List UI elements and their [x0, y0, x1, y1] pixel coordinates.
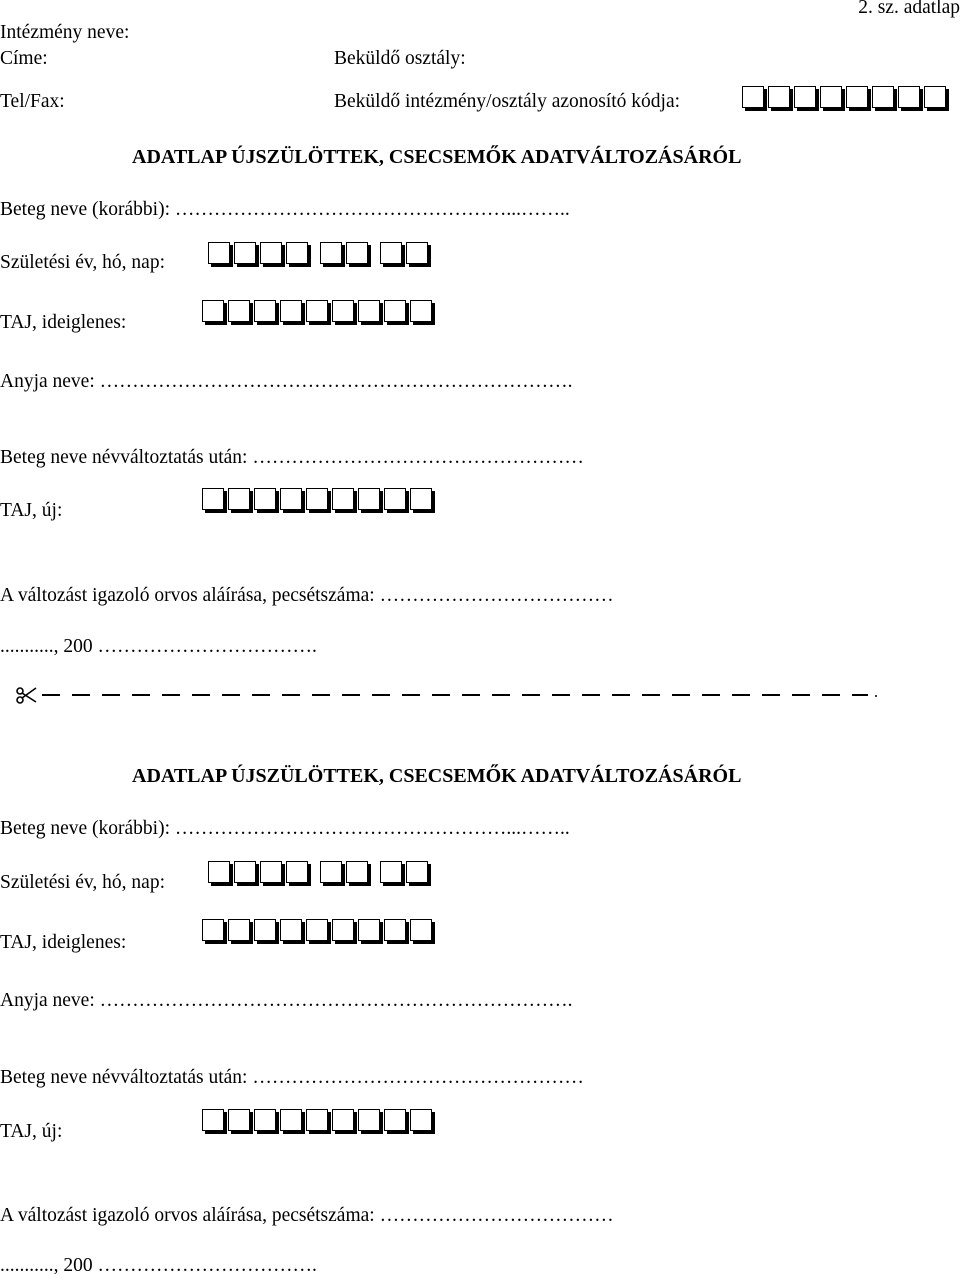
scissors-icon [17, 688, 36, 703]
address-label: Címe: [0, 48, 48, 69]
taj-temp-label: TAJ, ideiglenes: [0, 312, 127, 333]
form-number: 2. sz. adatlap [858, 0, 960, 18]
patient-name-new: Beteg neve névváltoztatás után: …………………………………………… [0, 447, 584, 468]
taj-new-boxes[interactable] [202, 1109, 432, 1131]
telfax-label: Tel/Fax: [0, 91, 65, 112]
date-line: ..........., 200 ……………………………. [0, 636, 317, 657]
signature-line: A változást igazoló orvos aláírása, pecsétszáma: ……………………………… [0, 1205, 614, 1226]
birth-date-boxes[interactable] [208, 242, 428, 264]
birth-date-boxes[interactable] [208, 861, 428, 883]
taj-temp-boxes[interactable] [202, 919, 432, 941]
institution-label: Intézmény neve: [0, 22, 130, 43]
birth-date-label: Születési év, hó, nap: [0, 872, 165, 893]
mother-name: Anyja neve: ………………………………………………………………. [0, 371, 573, 392]
taj-new-label: TAJ, új: [0, 500, 63, 521]
dept-label: Beküldő osztály: [334, 48, 466, 69]
birth-date-label: Születési év, hó, nap: [0, 252, 165, 273]
date-line: ..........., 200 ……………………………. [0, 1255, 317, 1276]
patient-name-prev: Beteg neve (korábbi): ……………………………………………...…….. [0, 818, 570, 839]
mother-name: Anyja neve: ………………………………………………………………. [0, 990, 573, 1011]
patient-name-prev: Beteg neve (korábbi): ……………………………………………...…….. [0, 199, 570, 220]
taj-temp-boxes[interactable] [202, 300, 432, 322]
cut-line [0, 680, 900, 710]
form-title: ADATLAP ÚJSZÜLÖTTEK, CSECSEMŐK ADATVÁLTOZÁSÁRÓL [132, 146, 742, 168]
taj-temp-label: TAJ, ideiglenes: [0, 932, 127, 953]
dept-code-label: Beküldő intézmény/osztály azonosító kódja: [334, 91, 681, 112]
form-title: ADATLAP ÚJSZÜLÖTTEK, CSECSEMŐK ADATVÁLTOZÁSÁRÓL [132, 765, 742, 787]
dept-code-boxes[interactable] [742, 86, 946, 108]
signature-line: A változást igazoló orvos aláírása, pecsétszáma: ……………………………… [0, 585, 614, 606]
patient-name-new: Beteg neve névváltoztatás után: …………………………………………… [0, 1067, 584, 1088]
taj-new-boxes[interactable] [202, 488, 432, 510]
taj-new-label: TAJ, új: [0, 1121, 63, 1142]
